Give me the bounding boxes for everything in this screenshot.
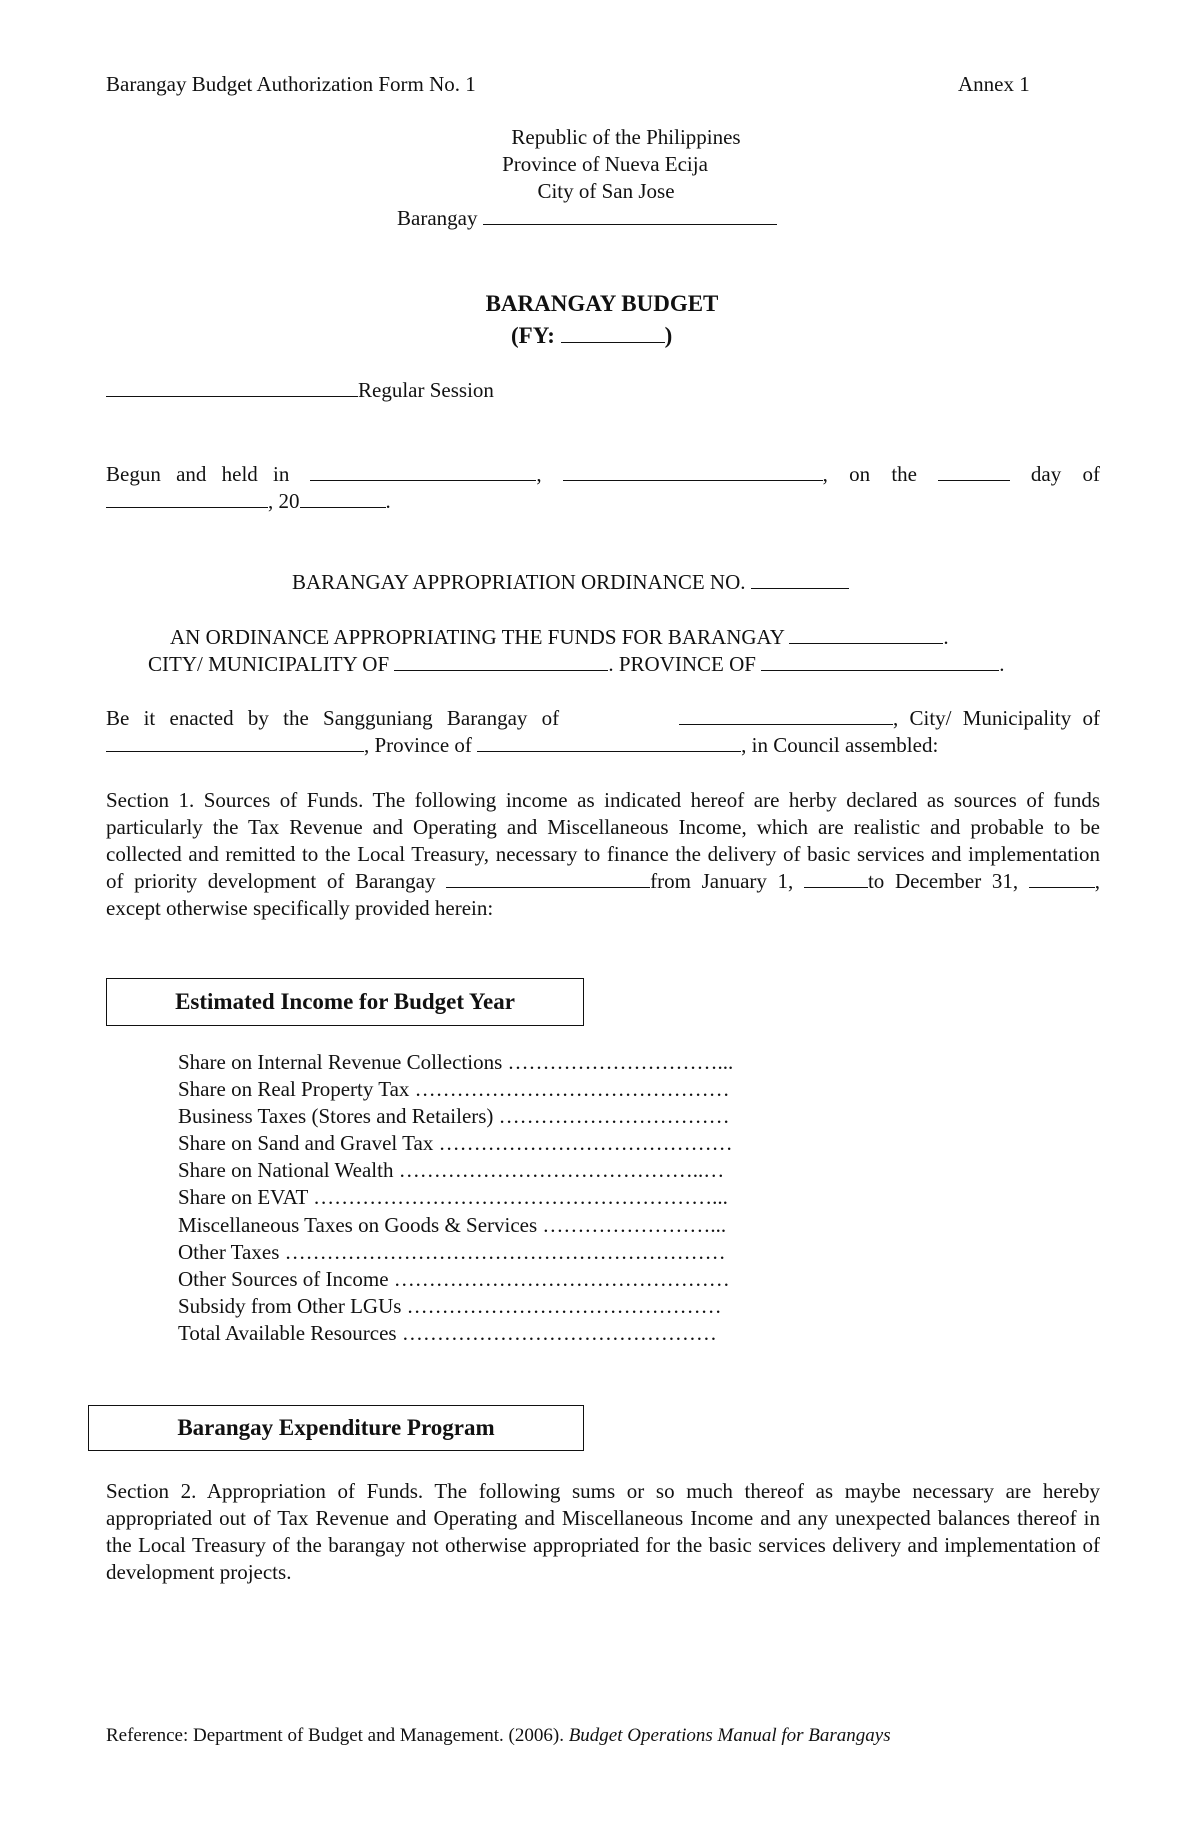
income-item: Miscellaneous Taxes on Goods & Services ……………………... [178,1212,727,1237]
barangay-field [397,206,777,231]
enacted-province-blank[interactable] [477,733,741,752]
republic-line: Republic of the Philippines [511,125,741,149]
begun-label: Begun and held in [106,462,290,486]
held-line-1 [106,462,1100,487]
estimated-income-heading: Estimated Income for Budget Year [106,978,584,1026]
enacted-part4: , in Council assembled: [741,733,939,757]
session-label: Regular Session [358,378,494,402]
income-item: Share on National Wealth ……………………………………..… [178,1158,725,1183]
day-blank[interactable] [938,462,1010,481]
held-period: . [385,489,391,513]
reference [106,1725,891,1747]
income-total: Total Available Resources ……………………………………… [178,1320,717,1345]
enacted-part2: , City/ Municipality of [893,706,1100,730]
ordinance-number [292,570,849,595]
reference-prefix: Reference: Department of Budget and Management. (2006). [106,1725,569,1746]
fy-open: (FY: [511,323,561,348]
day-of-label: day of [1030,462,1100,486]
city-line: City of San Jose [537,179,675,203]
held-comma: , [536,462,542,486]
held-line-2 [106,489,391,514]
held-place2-blank[interactable] [563,462,823,481]
reference-title: Budget Operations Manual for Barangays [568,1725,891,1746]
enacted-city-blank[interactable] [106,733,364,752]
income-list [178,1049,733,1347]
section-2: Section 2. Appropriation of Funds. The following sums or so much thereof as maybe necessary are hereby appropriated out of Tax Revenue and Operating and Miscellaneous Income and any unexpected balances thereof in the Local Treasury of the barangay not otherwise appropriated for the basic services delivery and implementation of development projects. [106,1479,1100,1584]
annex-label: Annex 1 [958,72,1030,96]
on-the-label: , on the [822,462,917,486]
province-line: Province of Nueva Ecija [502,152,708,176]
income-item: Other Taxes ……………………………………………………… [178,1239,726,1264]
enacted-line-2 [106,733,938,758]
ordinance-province-blank[interactable] [761,652,999,671]
barangay-blank[interactable] [483,206,777,225]
budget-title: BARANGAY BUDGET [485,291,719,316]
enacted-barangay-blank[interactable] [679,706,893,725]
section1-text-a: Section 1. Sources of Funds. The following income as indicated hereof are herby declared as sources of funds particularly the Tax Revenue and Operating and Miscellaneous Income, which are realistic and probable to be collected and remitted to the Local Treasury, necessary to finance the delivery of basic services and implementation of priority development of Barangay [106,788,1100,893]
ordinance-city-blank[interactable] [394,652,608,671]
ordinance-province-label: . PROVINCE OF [608,652,756,676]
ordinance-title-1 [170,625,949,650]
barangay-label: Barangay [397,206,478,230]
ordinance-line2-end: . [999,652,1005,676]
income-item: Share on Real Property Tax ……………………………………… [178,1077,730,1102]
income-item: Subsidy from Other LGUs ……………………………………… [178,1293,722,1318]
section1-text-c: to December 31, [867,869,1019,893]
ordinance-number-label: BARANGAY APPROPRIATION ORDINANCE NO. [292,570,746,594]
held-place-blank[interactable] [310,462,536,481]
income-item: Share on Internal Revenue Collections …………………………... [178,1050,734,1074]
enacted-part3: , Province of [364,733,472,757]
ordinance-title-2 [148,652,1004,677]
fy-field [511,323,672,349]
fy-blank[interactable] [561,324,665,343]
expenditure-program-heading: Barangay Expenditure Program [88,1405,584,1451]
enacted-line-1 [106,706,1100,731]
form-name: Barangay Budget Authorization Form No. 1 [106,72,476,96]
fy-close: ) [664,323,673,348]
month-blank[interactable] [106,489,268,508]
ordinance-barangay-blank[interactable] [789,625,943,644]
income-item: Business Taxes (Stores and Retailers) …………………………… [178,1104,730,1129]
ordinance-line1-end: . [943,625,949,649]
income-item: Share on EVAT …………………………………………………... [178,1185,728,1210]
section1-barangay-blank[interactable] [446,869,650,888]
session-line [106,378,494,403]
section-1 [106,787,1100,922]
ordinance-city-label: CITY/ MUNICIPALITY OF [148,652,390,676]
enacted-part1: Be it enacted by the Sangguniang Barangay of [106,706,560,730]
section1-text-b: from January 1, [650,869,794,893]
ordinance-line1-text: AN ORDINANCE APPROPRIATING THE FUNDS FOR BARANGAY [170,625,785,649]
income-item: Other Sources of Income ………………………………………… [178,1266,730,1291]
year-blank[interactable] [300,489,386,508]
year-prefix: , 20 [268,489,300,513]
section1-text-d: , except otherwise specifically provided herein: [106,869,1101,920]
section1-year1-blank[interactable] [804,869,868,888]
session-blank[interactable] [106,378,358,397]
section1-year2-blank[interactable] [1029,869,1095,888]
ordinance-number-blank[interactable] [751,570,849,589]
income-item: Share on Sand and Gravel Tax …………………………………… [178,1131,733,1156]
